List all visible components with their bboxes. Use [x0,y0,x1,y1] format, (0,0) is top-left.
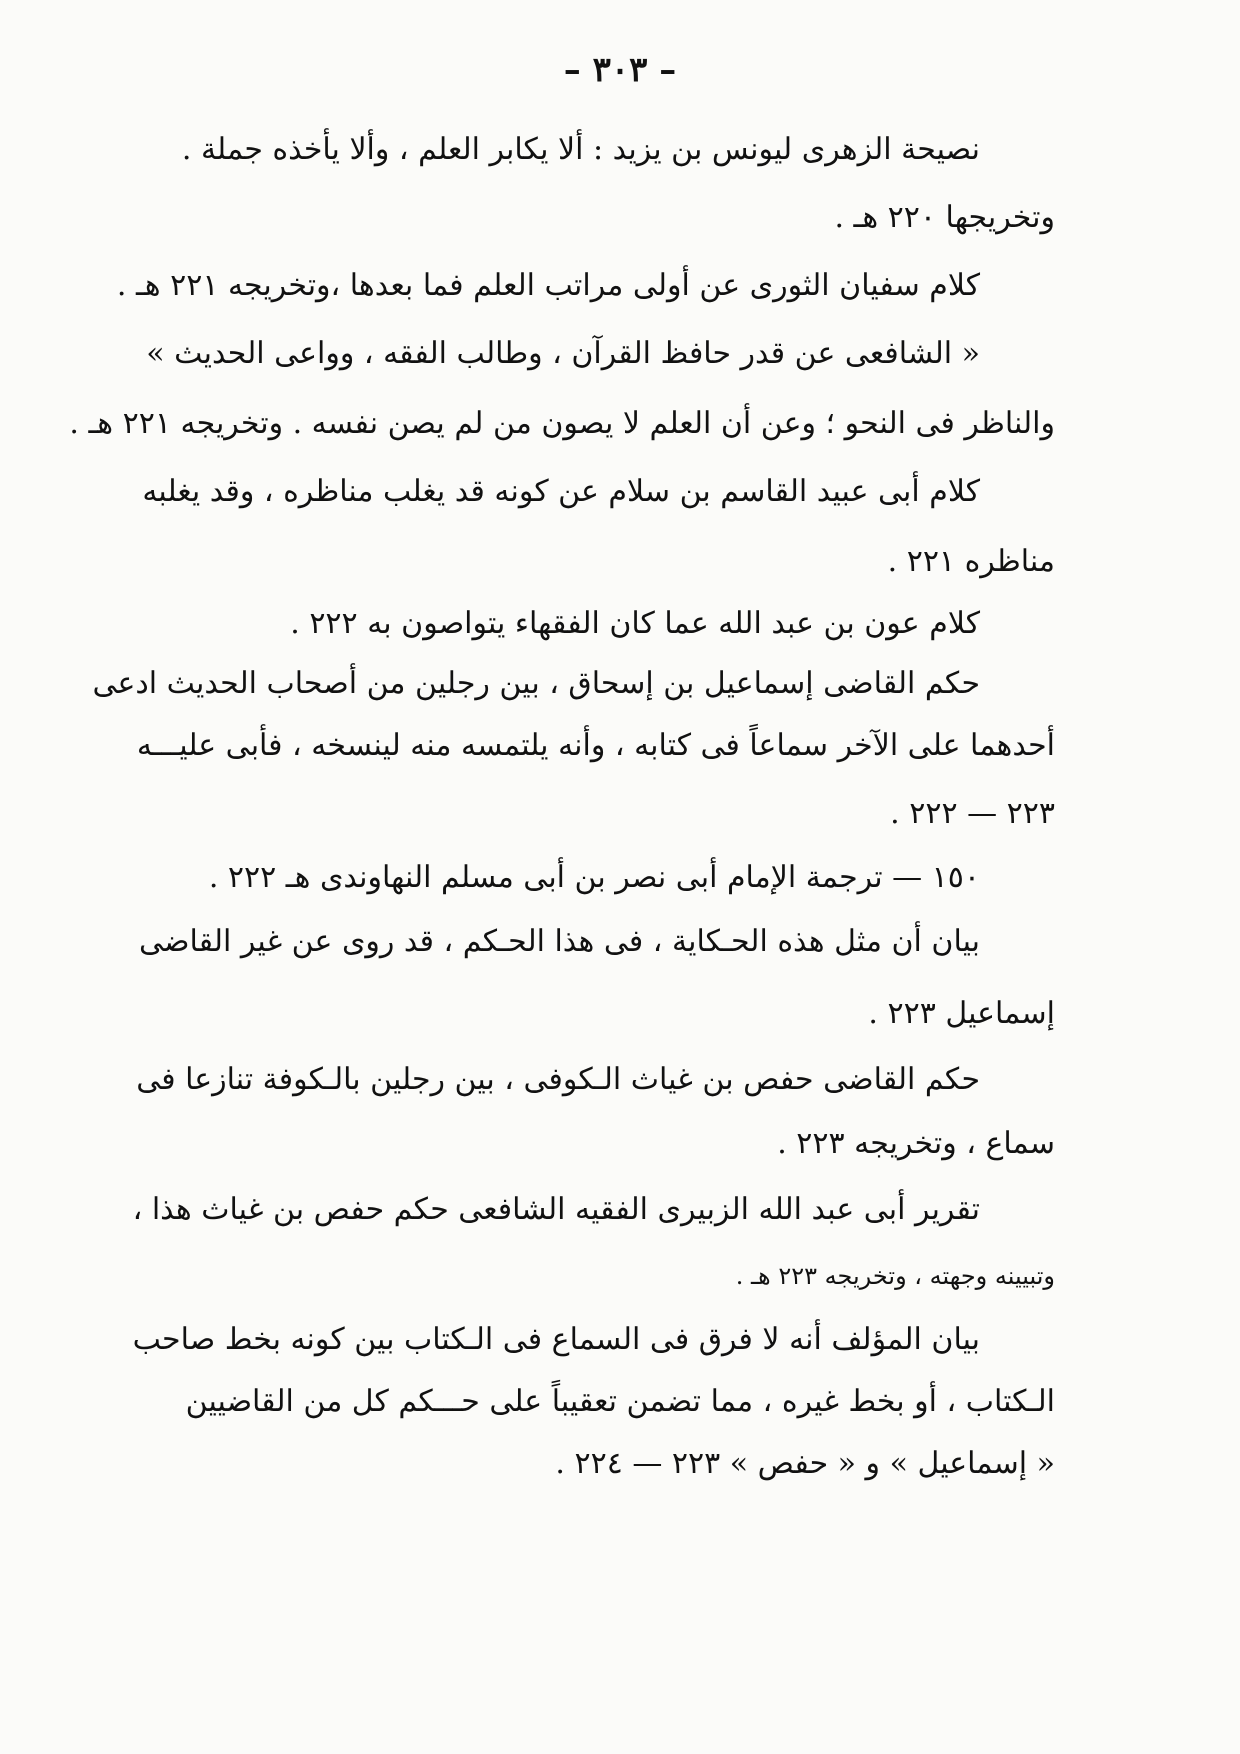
entry-line: الـكتاب ، أو بخط غيره ، مما تضمن تعقيباً على حـــكم كل من القاضيين [185,1384,1055,1419]
entry-line: إسماعيل ٢٢٣ . [868,996,1055,1031]
entry-line: ١٥٠ — ترجمة الإمام أبى نصر بن أبى مسلم النهاوندى هـ ٢٢٢ . [208,860,980,895]
entry-line: وتبيينه وجهته ، وتخريجه ٢٢٣ هـ . [735,1262,1055,1290]
entry-line: . ٢٢٣ — ٢٢٢ [890,796,1055,831]
entry-line: بيان أن مثل هذه الحـكاية ، فى هذا الحـكم ، قد روى عن غير القاضى [139,924,980,959]
entry-line: كلام أبى عبيد القاسم بن سلام عن كونه قد يغلب مناظره ، وقد يغلبه [142,474,980,509]
entry-line: تقرير أبى عبد الله الزبيرى الفقيه الشافعى حكم حفص بن غياث هذا ، [132,1192,980,1227]
entry-line: سماع ، وتخريجه ٢٢٣ . [777,1126,1055,1161]
entry-line: بيان المؤلف أنه لا فرق فى السماع فى الـكتاب بين كونه بخط صاحب [132,1322,980,1357]
entry-line: أحدهما على الآخر سماعاً فى كتابه ، وأنه يلتمسه منه لينسخه ، فأبى عليـــه [136,728,1055,763]
entry-line: مناظره ٢٢١ . [887,544,1055,579]
entry-line: كلام سفيان الثورى عن أولى مراتب العلم فما بعدها ،وتخريجه ٢٢١ هـ . [116,268,980,303]
entry-line: حكم القاضى إسماعيل بن إسحاق ، بين رجلين من أصحاب الحديث ادعى [92,666,980,701]
entry-line: « إسماعيل » و « حفص » ٢٢٣ — ٢٢٤ . [555,1446,1055,1481]
entry-line: « الشافعى عن قدر حافظ القرآن ، وطالب الفقه ، وواعى الحديث » [146,336,980,371]
entry-line: حكم القاضى حفص بن غياث الـكوفى ، بين رجلين بالـكوفة تنازعا فى [136,1062,980,1097]
entry-line: كلام عون بن عبد الله عما كان الفقهاء يتواصون به ٢٢٢ . [290,606,980,641]
entry-line: والناظر فى النحو ؛ وعن أن العلم لا يصون من لم يصن نفسه . وتخريجه ٢٢١ هـ . [69,406,1055,441]
entry-line: نصيحة الزهرى ليونس بن يزيد : ألا يكابر العلم ، وألا يأخذه جملة . [181,132,980,167]
entry-line: وتخريجها ٢٢٠ هـ . [834,200,1055,235]
page-number: – ٣٠٣ – [563,50,677,90]
